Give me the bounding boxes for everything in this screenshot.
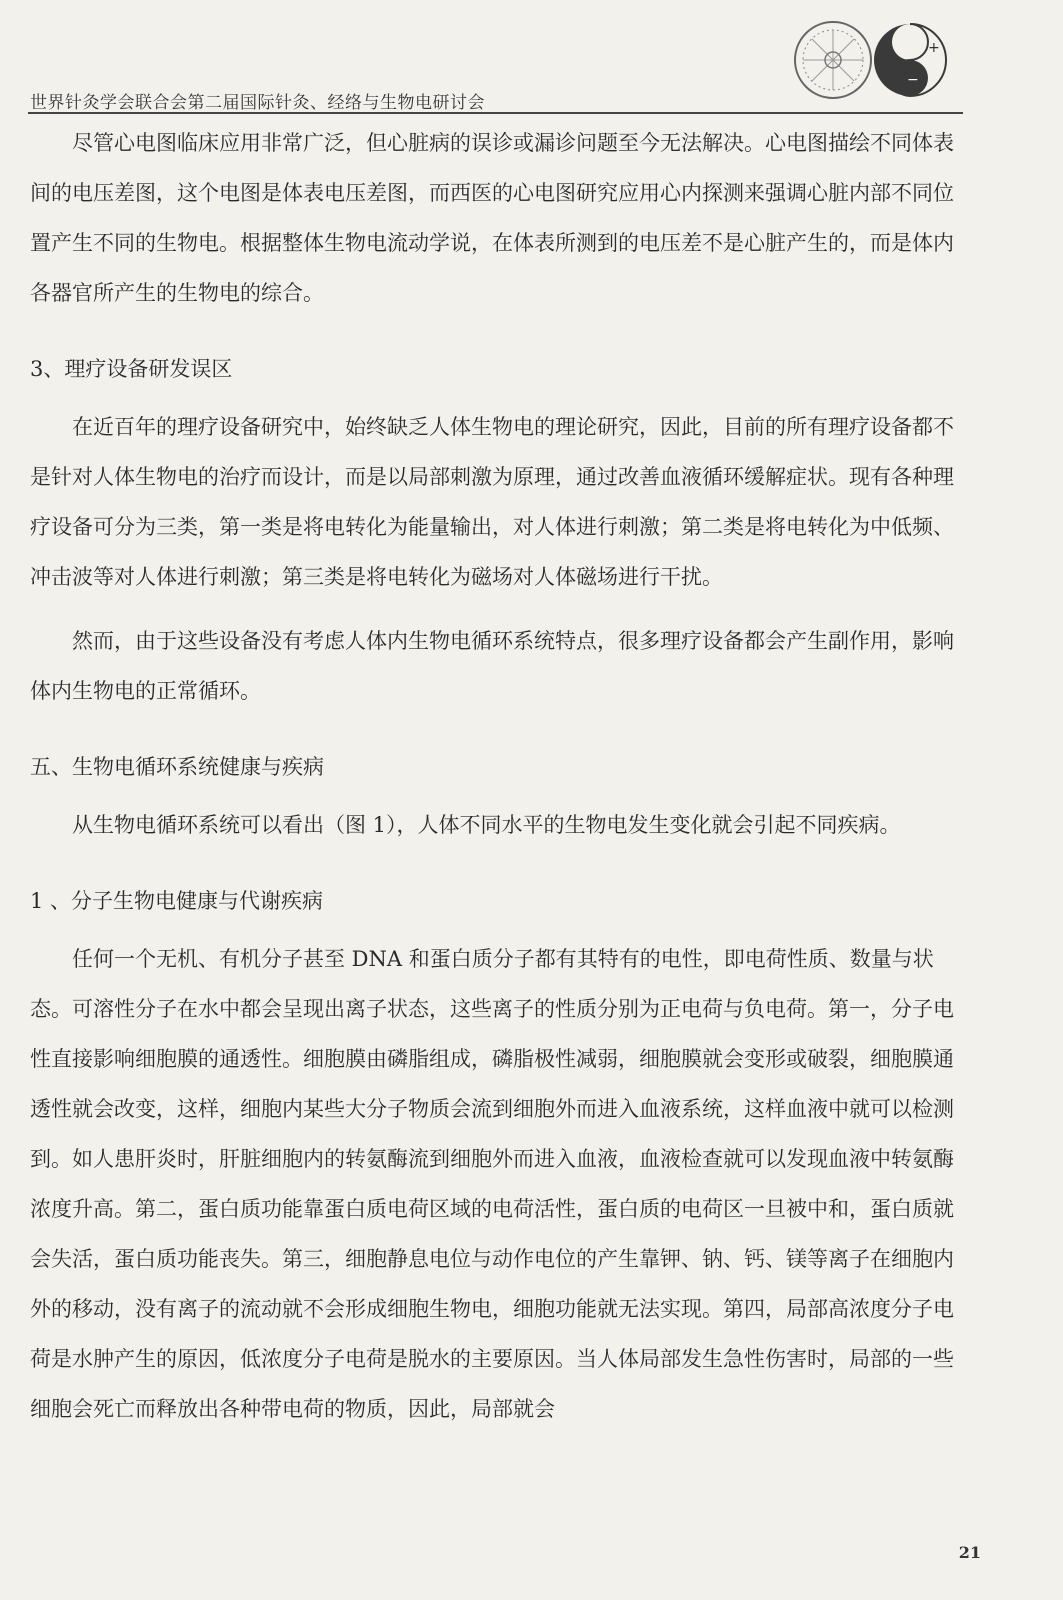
paragraph-side-effects: 然而，由于这些设备没有考虑人体内生物电循环系统特点，很多理疗设备都会产生副作用，影响体内生物电的正常循环。: [30, 629, 954, 703]
conference-header-title: 世界针灸学会联合会第二届国际针灸、经络与生物电研讨会: [30, 93, 485, 113]
article-body: [30, 118, 965, 1434]
header-divider: [28, 112, 963, 114]
conference-emblem-icon: [788, 18, 948, 108]
page-number: 21: [958, 1543, 981, 1562]
svg-text:+: +: [928, 40, 940, 56]
paragraph-physiotherapy: 在近百年的理疗设备研究中，始终缺乏人体生物电的理论研究，因此，目前的所有理疗设备都不是针对人体生物电的治疗而设计，而是以局部刺激为原理，通过改善血液循环缓解症状。现有各种理疗设备可分为三类，第一类是将电转化为能量输出，对人体进行刺激；第二类是将电转化为中低频、冲击波等对人体进行刺激；第三类是将电转化为磁场对人体磁场进行干扰。: [30, 415, 954, 589]
paragraph-ecg: 尽管心电图临床应用非常广泛，但心脏病的误诊或漏诊问题至今无法解决。心电图描绘不同体表间的电压差图，这个电图是体表电压差图，而西医的心电图研究应用心内探测来强调心脏内部不同位置产生不同的生物电。根据整体生物电流动学说，在体表所测到的电压差不是心脏产生的，而是体内各器官所产生的生物电的综合。: [30, 131, 954, 305]
section-heading-1: 1 、分子生物电健康与代谢疾病: [30, 889, 324, 913]
svg-text:−: −: [907, 72, 919, 88]
paragraph-molecular-bioelectricity: 任何一个无机、有机分子甚至 DNA 和蛋白质分子都有其特有的电性，即电荷性质、数量与状态。可溶性分子在水中都会呈现出离子状态，这些离子的性质分别为正电荷与负电荷。第一，分子电性直接影响细胞膜的通透性。细胞膜由磷脂组成，磷脂极性减弱，细胞膜就会变形或破裂，细胞膜通透性就会改变，这样，细胞内某些大分子物质会流到细胞外而进入血液系统，这样血液中就可以检测到。如人患肝炎时，肝脏细胞内的转氨酶流到细胞外而进入血液，血液检查就可以发现血液中转氨酶浓度升高。第二，蛋白质功能靠蛋白质电荷区域的电荷活性，蛋白质的电荷区一旦被中和，蛋白质就会失活，蛋白质功能丧失。第三，细胞静息电位与动作电位的产生靠钾、钠、钙、镁等离子在细胞内外的移动，没有离子的流动就不会形成细胞生物电，细胞功能就无法实现。第四，局部高浓度分子电荷是水肿产生的原因，低浓度分子电荷是脱水的主要原因。当人体局部发生急性伤害时，局部的一些细胞会死亡而释放出各种带电荷的物质，因此，局部就会: [30, 947, 954, 1421]
section-heading-five: 五、生物电循环系统健康与疾病: [30, 755, 324, 779]
section-heading-3: 3、理疗设备研发误区: [30, 357, 233, 381]
paragraph-figure-reference: 从生物电循环系统可以看出（图 1），人体不同水平的生物电发生变化就会引起不同疾病。: [72, 813, 901, 837]
